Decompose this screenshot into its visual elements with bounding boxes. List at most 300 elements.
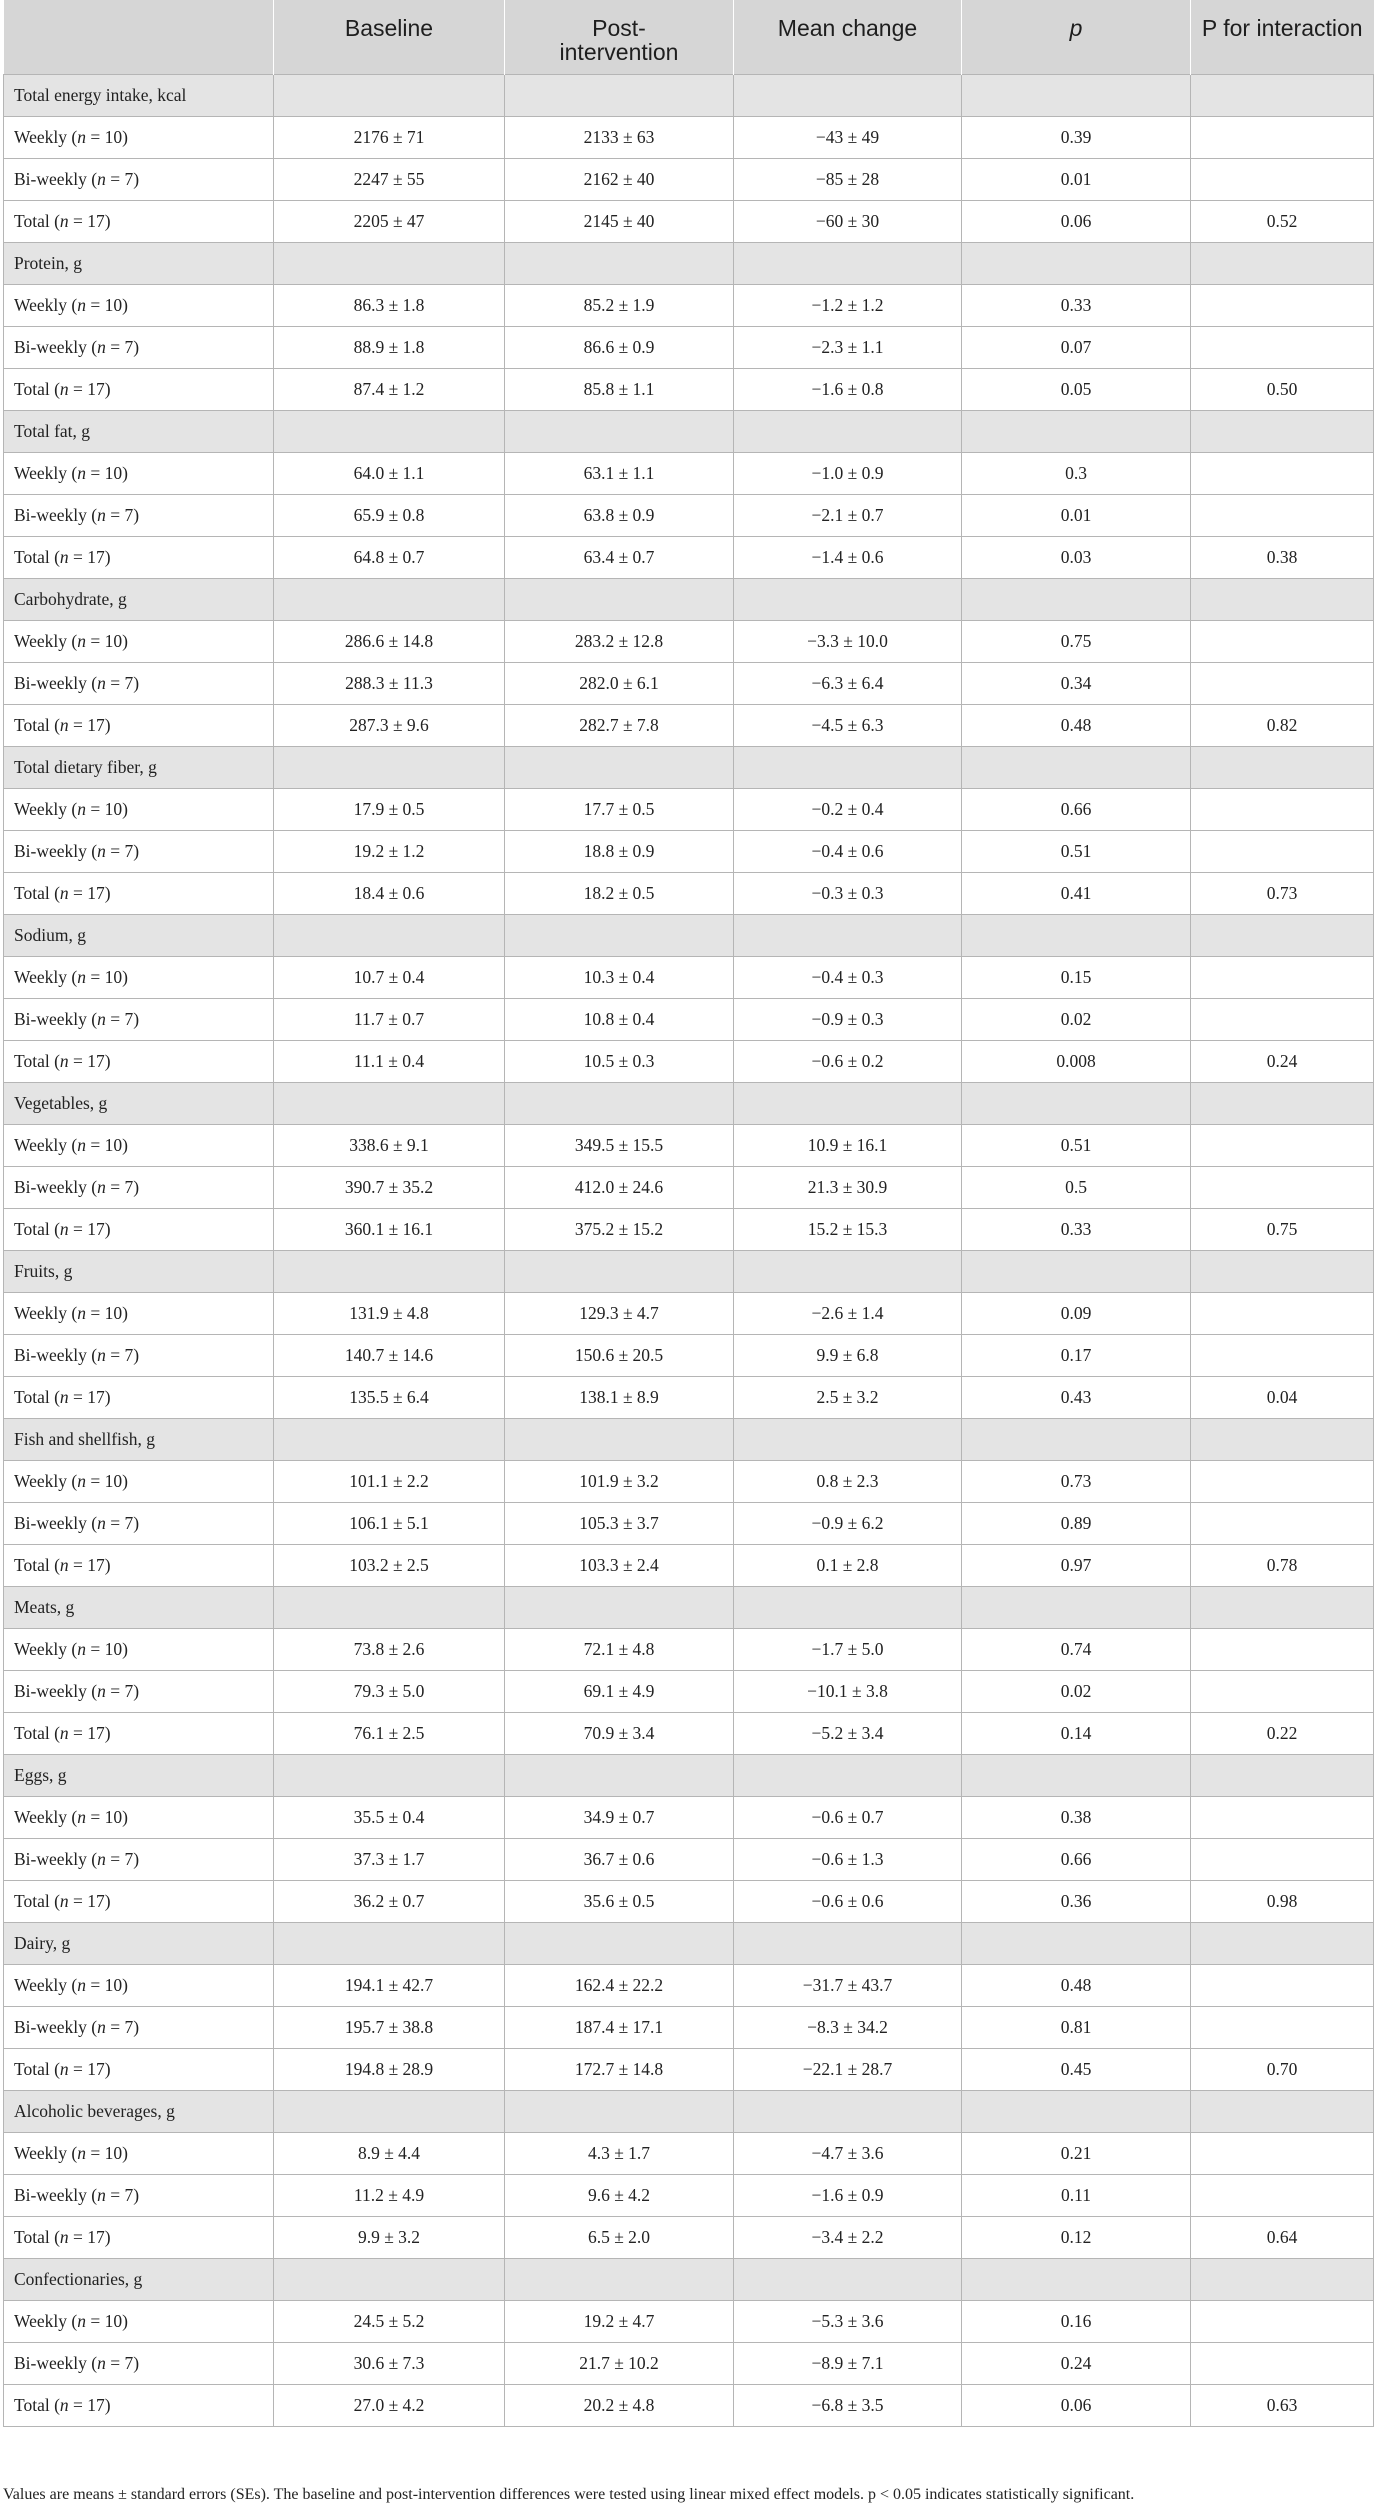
- group-name: Total (: [14, 2226, 60, 2247]
- sample-size-symbol: n: [97, 336, 106, 357]
- table-footnote: Values are means ± standard errors (SEs). The baseline and post-intervention differences were tested using linear mixed effect models. p < 0.05 indicates statistically significant.: [3, 2486, 1135, 2503]
- category-empty-cell: [1191, 410, 1374, 452]
- category-empty-cell: [274, 1418, 505, 1460]
- mean-change-cell: −5.3 ± 3.6: [734, 2300, 962, 2342]
- category-empty-cell: [962, 914, 1191, 956]
- category-empty-cell: [274, 74, 505, 116]
- category-label: Eggs, g: [4, 1754, 274, 1796]
- p-value-cell: 0.36: [962, 1880, 1191, 1922]
- category-empty-cell: [962, 242, 1191, 284]
- group-label: [4, 1376, 274, 1418]
- p-value-cell: 0.17: [962, 1334, 1191, 1376]
- baseline-cell: 390.7 ± 35.2: [274, 1166, 505, 1208]
- sample-size-value: = 17): [68, 1218, 111, 1239]
- post-intervention-cell: 2162 ± 40: [505, 158, 734, 200]
- baseline-cell: 11.1 ± 0.4: [274, 1040, 505, 1082]
- group-name: Bi-weekly (: [14, 1680, 98, 1701]
- group-name: Weekly (: [14, 630, 78, 651]
- p-interaction-cell: 0.63: [1191, 2384, 1374, 2426]
- baseline-cell: 103.2 ± 2.5: [274, 1544, 505, 1586]
- group-name: Total (: [14, 2058, 60, 2079]
- category-empty-cell: [1191, 914, 1374, 956]
- sample-size-value: = 10): [85, 1470, 128, 1491]
- p-interaction-cell: 0.04: [1191, 1376, 1374, 1418]
- group-label: [4, 1334, 274, 1376]
- table-row: [4, 1040, 1374, 1082]
- category-empty-cell: [962, 1754, 1191, 1796]
- sample-size-symbol: n: [59, 2226, 69, 2247]
- category-empty-cell: [505, 242, 734, 284]
- sample-size-symbol: n: [77, 1470, 86, 1491]
- baseline-cell: 360.1 ± 16.1: [274, 1208, 505, 1250]
- group-label: [4, 2342, 274, 2384]
- category-empty-cell: [274, 1250, 505, 1292]
- nutrient-intake-table: [3, 0, 1374, 2427]
- group-name: Total (: [14, 1218, 60, 1239]
- post-intervention-cell: 4.3 ± 1.7: [505, 2132, 734, 2174]
- category-label: Confectionaries, g: [4, 2258, 274, 2300]
- sample-size-symbol: n: [97, 1176, 106, 1197]
- sample-size-value: = 17): [68, 1050, 111, 1071]
- category-empty-cell: [505, 1586, 734, 1628]
- post-intervention-cell: 187.4 ± 17.1: [505, 2006, 734, 2048]
- baseline-cell: 17.9 ± 0.5: [274, 788, 505, 830]
- sample-size-symbol: n: [59, 1050, 69, 1071]
- p-value-cell: 0.11: [962, 2174, 1191, 2216]
- sample-size-symbol: n: [97, 1344, 106, 1365]
- post-intervention-cell: 21.7 ± 10.2: [505, 2342, 734, 2384]
- group-label: [4, 830, 274, 872]
- p-interaction-cell: [1191, 1166, 1374, 1208]
- table-row: [4, 1712, 1374, 1754]
- baseline-cell: 18.4 ± 0.6: [274, 872, 505, 914]
- group-name: Total (: [14, 378, 60, 399]
- mean-change-cell: 21.3 ± 30.9: [734, 1166, 962, 1208]
- sample-size-value: = 10): [85, 462, 128, 483]
- mean-change-cell: −43 ± 49: [734, 116, 962, 158]
- p-value-cell: 0.01: [962, 158, 1191, 200]
- baseline-cell: 37.3 ± 1.7: [274, 1838, 505, 1880]
- group-label: [4, 998, 274, 1040]
- mean-change-cell: −10.1 ± 3.8: [734, 1670, 962, 1712]
- sample-size-value: = 7): [105, 2352, 140, 2373]
- sample-size-symbol: n: [77, 462, 86, 483]
- group-label: [4, 2300, 274, 2342]
- post-intervention-cell: 10.5 ± 0.3: [505, 1040, 734, 1082]
- group-label: [4, 872, 274, 914]
- category-empty-cell: [274, 242, 505, 284]
- group-label: [4, 1796, 274, 1838]
- sample-size-value: = 7): [105, 840, 140, 861]
- group-name: Weekly (: [14, 2310, 78, 2331]
- header-variable: [4, 0, 274, 74]
- group-label: [4, 1838, 274, 1880]
- baseline-cell: 19.2 ± 1.2: [274, 830, 505, 872]
- p-value-cell: 0.97: [962, 1544, 1191, 1586]
- table-row: [4, 2006, 1374, 2048]
- category-empty-cell: [962, 410, 1191, 452]
- p-interaction-cell: 0.24: [1191, 1040, 1374, 1082]
- p-value-cell: 0.41: [962, 872, 1191, 914]
- group-name: Total (: [14, 882, 60, 903]
- p-value-cell: 0.008: [962, 1040, 1191, 1082]
- category-row: [4, 2090, 1374, 2132]
- header-row: [4, 0, 1374, 74]
- post-intervention-cell: 2133 ± 63: [505, 116, 734, 158]
- baseline-cell: 140.7 ± 14.6: [274, 1334, 505, 1376]
- group-label: [4, 2006, 274, 2048]
- sample-size-value: = 7): [105, 336, 140, 357]
- category-empty-cell: [505, 1082, 734, 1124]
- category-label: Protein, g: [4, 242, 274, 284]
- category-empty-cell: [962, 1082, 1191, 1124]
- group-name: Weekly (: [14, 1974, 78, 1995]
- group-label: [4, 200, 274, 242]
- p-value-cell: 0.3: [962, 452, 1191, 494]
- baseline-cell: 2176 ± 71: [274, 116, 505, 158]
- sample-size-symbol: n: [77, 126, 86, 147]
- post-intervention-cell: 172.7 ± 14.8: [505, 2048, 734, 2090]
- table-row: [4, 1796, 1374, 1838]
- sample-size-value: = 7): [105, 2184, 140, 2205]
- sample-size-symbol: n: [59, 546, 69, 567]
- category-empty-cell: [274, 1922, 505, 1964]
- sample-size-value: = 17): [68, 2394, 111, 2415]
- group-name: Weekly (: [14, 294, 78, 315]
- group-label: [4, 1208, 274, 1250]
- p-value-cell: 0.74: [962, 1628, 1191, 1670]
- group-name: Bi-weekly (: [14, 1512, 98, 1533]
- baseline-cell: 11.7 ± 0.7: [274, 998, 505, 1040]
- baseline-cell: 35.5 ± 0.4: [274, 1796, 505, 1838]
- sample-size-value: = 10): [85, 1134, 128, 1155]
- table-row: [4, 2342, 1374, 2384]
- mean-change-cell: −0.6 ± 0.6: [734, 1880, 962, 1922]
- post-intervention-cell: 86.6 ± 0.9: [505, 326, 734, 368]
- sample-size-value: = 17): [68, 378, 111, 399]
- sample-size-symbol: n: [97, 168, 106, 189]
- group-name: Total (: [14, 210, 60, 231]
- p-interaction-cell: 0.70: [1191, 2048, 1374, 2090]
- group-label: [4, 452, 274, 494]
- category-row: [4, 1082, 1374, 1124]
- baseline-cell: 76.1 ± 2.5: [274, 1712, 505, 1754]
- header-p: p: [962, 0, 1191, 74]
- category-empty-cell: [505, 914, 734, 956]
- p-interaction-cell: 0.82: [1191, 704, 1374, 746]
- category-empty-cell: [1191, 2090, 1374, 2132]
- sample-size-symbol: n: [77, 630, 86, 651]
- group-label: [4, 788, 274, 830]
- category-empty-cell: [274, 914, 505, 956]
- sample-size-symbol: n: [77, 1806, 86, 1827]
- baseline-cell: 131.9 ± 4.8: [274, 1292, 505, 1334]
- sample-size-value: = 17): [68, 2058, 111, 2079]
- category-empty-cell: [734, 2090, 962, 2132]
- table-row: [4, 1502, 1374, 1544]
- baseline-cell: 86.3 ± 1.8: [274, 284, 505, 326]
- table-row: [4, 368, 1374, 410]
- sample-size-value: = 17): [68, 1554, 111, 1575]
- post-intervention-cell: 103.3 ± 2.4: [505, 1544, 734, 1586]
- p-value-cell: 0.73: [962, 1460, 1191, 1502]
- post-intervention-cell: 2145 ± 40: [505, 200, 734, 242]
- mean-change-cell: 0.8 ± 2.3: [734, 1460, 962, 1502]
- baseline-cell: 2205 ± 47: [274, 200, 505, 242]
- baseline-cell: 286.6 ± 14.8: [274, 620, 505, 662]
- table-row: [4, 1838, 1374, 1880]
- table-row: [4, 998, 1374, 1040]
- category-empty-cell: [962, 2090, 1191, 2132]
- p-interaction-cell: [1191, 2006, 1374, 2048]
- post-intervention-cell: 282.0 ± 6.1: [505, 662, 734, 704]
- group-name: Weekly (: [14, 966, 78, 987]
- category-empty-cell: [1191, 1922, 1374, 1964]
- group-name: Total (: [14, 1050, 60, 1071]
- table-row: [4, 662, 1374, 704]
- group-name: Weekly (: [14, 798, 78, 819]
- sample-size-symbol: n: [77, 2142, 86, 2163]
- table-row: [4, 2174, 1374, 2216]
- p-value-cell: 0.75: [962, 620, 1191, 662]
- p-value-cell: 0.01: [962, 494, 1191, 536]
- category-empty-cell: [274, 2090, 505, 2132]
- category-empty-cell: [962, 578, 1191, 620]
- mean-change-cell: −0.4 ± 0.3: [734, 956, 962, 998]
- category-row: [4, 1586, 1374, 1628]
- p-interaction-cell: 0.22: [1191, 1712, 1374, 1754]
- group-name: Bi-weekly (: [14, 504, 98, 525]
- category-empty-cell: [1191, 1754, 1374, 1796]
- baseline-cell: 135.5 ± 6.4: [274, 1376, 505, 1418]
- category-row: [4, 746, 1374, 788]
- category-empty-cell: [962, 1922, 1191, 1964]
- post-intervention-cell: 19.2 ± 4.7: [505, 2300, 734, 2342]
- mean-change-cell: 2.5 ± 3.2: [734, 1376, 962, 1418]
- sample-size-symbol: n: [59, 1722, 69, 1743]
- nutrient-intake-table-container: [3, 0, 1373, 2427]
- p-interaction-cell: [1191, 1628, 1374, 1670]
- sample-size-symbol: n: [59, 378, 69, 399]
- sample-size-symbol: n: [97, 2184, 106, 2205]
- sample-size-value: = 10): [85, 1806, 128, 1827]
- category-empty-cell: [505, 578, 734, 620]
- group-name: Bi-weekly (: [14, 2016, 98, 2037]
- sample-size-symbol: n: [77, 1638, 86, 1659]
- category-empty-cell: [505, 2258, 734, 2300]
- table-row: [4, 1208, 1374, 1250]
- p-interaction-cell: 0.64: [1191, 2216, 1374, 2258]
- table-row: [4, 536, 1374, 578]
- p-interaction-cell: 0.78: [1191, 1544, 1374, 1586]
- category-empty-cell: [962, 2258, 1191, 2300]
- group-label: [4, 158, 274, 200]
- sample-size-symbol: n: [59, 210, 69, 231]
- p-interaction-cell: [1191, 1124, 1374, 1166]
- baseline-cell: 195.7 ± 38.8: [274, 2006, 505, 2048]
- header-mean-change: Mean change: [734, 0, 962, 74]
- category-empty-cell: [962, 1586, 1191, 1628]
- table-row: [4, 494, 1374, 536]
- group-label: [4, 1544, 274, 1586]
- category-empty-cell: [274, 2258, 505, 2300]
- p-value-cell: 0.21: [962, 2132, 1191, 2174]
- group-name: Total (: [14, 1386, 60, 1407]
- group-name: Total (: [14, 546, 60, 567]
- sample-size-value: = 10): [85, 1638, 128, 1659]
- category-empty-cell: [505, 1922, 734, 1964]
- mean-change-cell: −6.8 ± 3.5: [734, 2384, 962, 2426]
- category-empty-cell: [505, 410, 734, 452]
- baseline-cell: 101.1 ± 2.2: [274, 1460, 505, 1502]
- group-name: Weekly (: [14, 1806, 78, 1827]
- baseline-cell: 2247 ± 55: [274, 158, 505, 200]
- post-intervention-cell: 70.9 ± 3.4: [505, 1712, 734, 1754]
- group-name: Bi-weekly (: [14, 168, 98, 189]
- post-intervention-cell: 72.1 ± 4.8: [505, 1628, 734, 1670]
- table-row: [4, 620, 1374, 662]
- mean-change-cell: −4.5 ± 6.3: [734, 704, 962, 746]
- p-value-cell: 0.24: [962, 2342, 1191, 2384]
- baseline-cell: 30.6 ± 7.3: [274, 2342, 505, 2384]
- table-row: [4, 872, 1374, 914]
- category-label: Dairy, g: [4, 1922, 274, 1964]
- group-label: [4, 620, 274, 662]
- p-interaction-cell: [1191, 1292, 1374, 1334]
- category-label: Fruits, g: [4, 1250, 274, 1292]
- category-row: [4, 1250, 1374, 1292]
- baseline-cell: 88.9 ± 1.8: [274, 326, 505, 368]
- p-value-cell: 0.02: [962, 998, 1191, 1040]
- p-value-cell: 0.03: [962, 536, 1191, 578]
- group-label: [4, 1040, 274, 1082]
- table-row: [4, 1376, 1374, 1418]
- group-label: [4, 116, 274, 158]
- p-value-cell: 0.12: [962, 2216, 1191, 2258]
- group-name: Weekly (: [14, 1470, 78, 1491]
- sample-size-symbol: n: [59, 2394, 69, 2415]
- category-empty-cell: [1191, 1418, 1374, 1460]
- category-empty-cell: [734, 1922, 962, 1964]
- category-label: Alcoholic beverages, g: [4, 2090, 274, 2132]
- category-empty-cell: [734, 746, 962, 788]
- p-value-cell: 0.06: [962, 200, 1191, 242]
- table-row: [4, 1292, 1374, 1334]
- group-name: Total (: [14, 1554, 60, 1575]
- p-value-cell: 0.38: [962, 1796, 1191, 1838]
- p-value-cell: 0.33: [962, 1208, 1191, 1250]
- mean-change-cell: −8.3 ± 34.2: [734, 2006, 962, 2048]
- post-intervention-cell: 282.7 ± 7.8: [505, 704, 734, 746]
- category-empty-cell: [734, 578, 962, 620]
- group-label: [4, 2132, 274, 2174]
- sample-size-symbol: n: [59, 882, 69, 903]
- category-label: Total energy intake, kcal: [4, 74, 274, 116]
- table-row: [4, 956, 1374, 998]
- sample-size-value: = 7): [105, 1848, 140, 1869]
- group-name: Total (: [14, 714, 60, 735]
- baseline-cell: 87.4 ± 1.2: [274, 368, 505, 410]
- sample-size-value: = 10): [85, 1974, 128, 1995]
- group-name: Bi-weekly (: [14, 2184, 98, 2205]
- category-empty-cell: [962, 1418, 1191, 1460]
- group-name: Bi-weekly (: [14, 672, 98, 693]
- mean-change-cell: −22.1 ± 28.7: [734, 2048, 962, 2090]
- group-name: Total (: [14, 2394, 60, 2415]
- mean-change-cell: −0.9 ± 0.3: [734, 998, 962, 1040]
- group-label: [4, 2216, 274, 2258]
- table-row: [4, 2048, 1374, 2090]
- p-interaction-cell: [1191, 1334, 1374, 1376]
- p-interaction-cell: 0.52: [1191, 200, 1374, 242]
- p-interaction-cell: [1191, 1460, 1374, 1502]
- group-label: [4, 1124, 274, 1166]
- post-intervention-cell: 9.6 ± 4.2: [505, 2174, 734, 2216]
- p-interaction-cell: [1191, 788, 1374, 830]
- sample-size-symbol: n: [77, 2310, 86, 2331]
- table-row: [4, 1334, 1374, 1376]
- post-intervention-cell: 150.6 ± 20.5: [505, 1334, 734, 1376]
- header-baseline: Baseline: [274, 0, 505, 74]
- category-empty-cell: [1191, 1250, 1374, 1292]
- group-label: [4, 1712, 274, 1754]
- sample-size-symbol: n: [59, 1890, 69, 1911]
- p-interaction-cell: [1191, 158, 1374, 200]
- p-interaction-cell: 0.98: [1191, 1880, 1374, 1922]
- mean-change-cell: −85 ± 28: [734, 158, 962, 200]
- sample-size-value: = 10): [85, 294, 128, 315]
- p-interaction-cell: 0.50: [1191, 368, 1374, 410]
- group-name: Bi-weekly (: [14, 1176, 98, 1197]
- mean-change-cell: 9.9 ± 6.8: [734, 1334, 962, 1376]
- category-empty-cell: [962, 746, 1191, 788]
- category-label: Fish and shellfish, g: [4, 1418, 274, 1460]
- sample-size-symbol: n: [59, 2058, 69, 2079]
- p-interaction-cell: [1191, 620, 1374, 662]
- category-empty-cell: [274, 578, 505, 620]
- category-label: Sodium, g: [4, 914, 274, 956]
- sample-size-value: = 17): [68, 714, 111, 735]
- post-intervention-cell: 101.9 ± 3.2: [505, 1460, 734, 1502]
- table-row: [4, 704, 1374, 746]
- p-value-cell: 0.33: [962, 284, 1191, 326]
- group-label: [4, 2048, 274, 2090]
- table-row: [4, 1880, 1374, 1922]
- p-interaction-cell: [1191, 1502, 1374, 1544]
- baseline-cell: 79.3 ± 5.0: [274, 1670, 505, 1712]
- sample-size-value: = 10): [85, 126, 128, 147]
- sample-size-symbol: n: [97, 672, 106, 693]
- p-interaction-cell: [1191, 2342, 1374, 2384]
- table-row: [4, 1670, 1374, 1712]
- baseline-cell: 64.8 ± 0.7: [274, 536, 505, 578]
- mean-change-cell: −4.7 ± 3.6: [734, 2132, 962, 2174]
- mean-change-cell: −31.7 ± 43.7: [734, 1964, 962, 2006]
- p-interaction-cell: [1191, 2174, 1374, 2216]
- mean-change-cell: −3.4 ± 2.2: [734, 2216, 962, 2258]
- post-intervention-cell: 34.9 ± 0.7: [505, 1796, 734, 1838]
- sample-size-value: = 10): [85, 798, 128, 819]
- post-intervention-cell: 85.2 ± 1.9: [505, 284, 734, 326]
- p-interaction-cell: [1191, 1838, 1374, 1880]
- post-intervention-cell: 162.4 ± 22.2: [505, 1964, 734, 2006]
- category-empty-cell: [274, 1082, 505, 1124]
- p-interaction-cell: [1191, 116, 1374, 158]
- p-interaction-cell: [1191, 2132, 1374, 2174]
- header-post-intervention: Post-intervention: [505, 0, 734, 74]
- sample-size-value: = 17): [68, 210, 111, 231]
- post-intervention-cell: 138.1 ± 8.9: [505, 1376, 734, 1418]
